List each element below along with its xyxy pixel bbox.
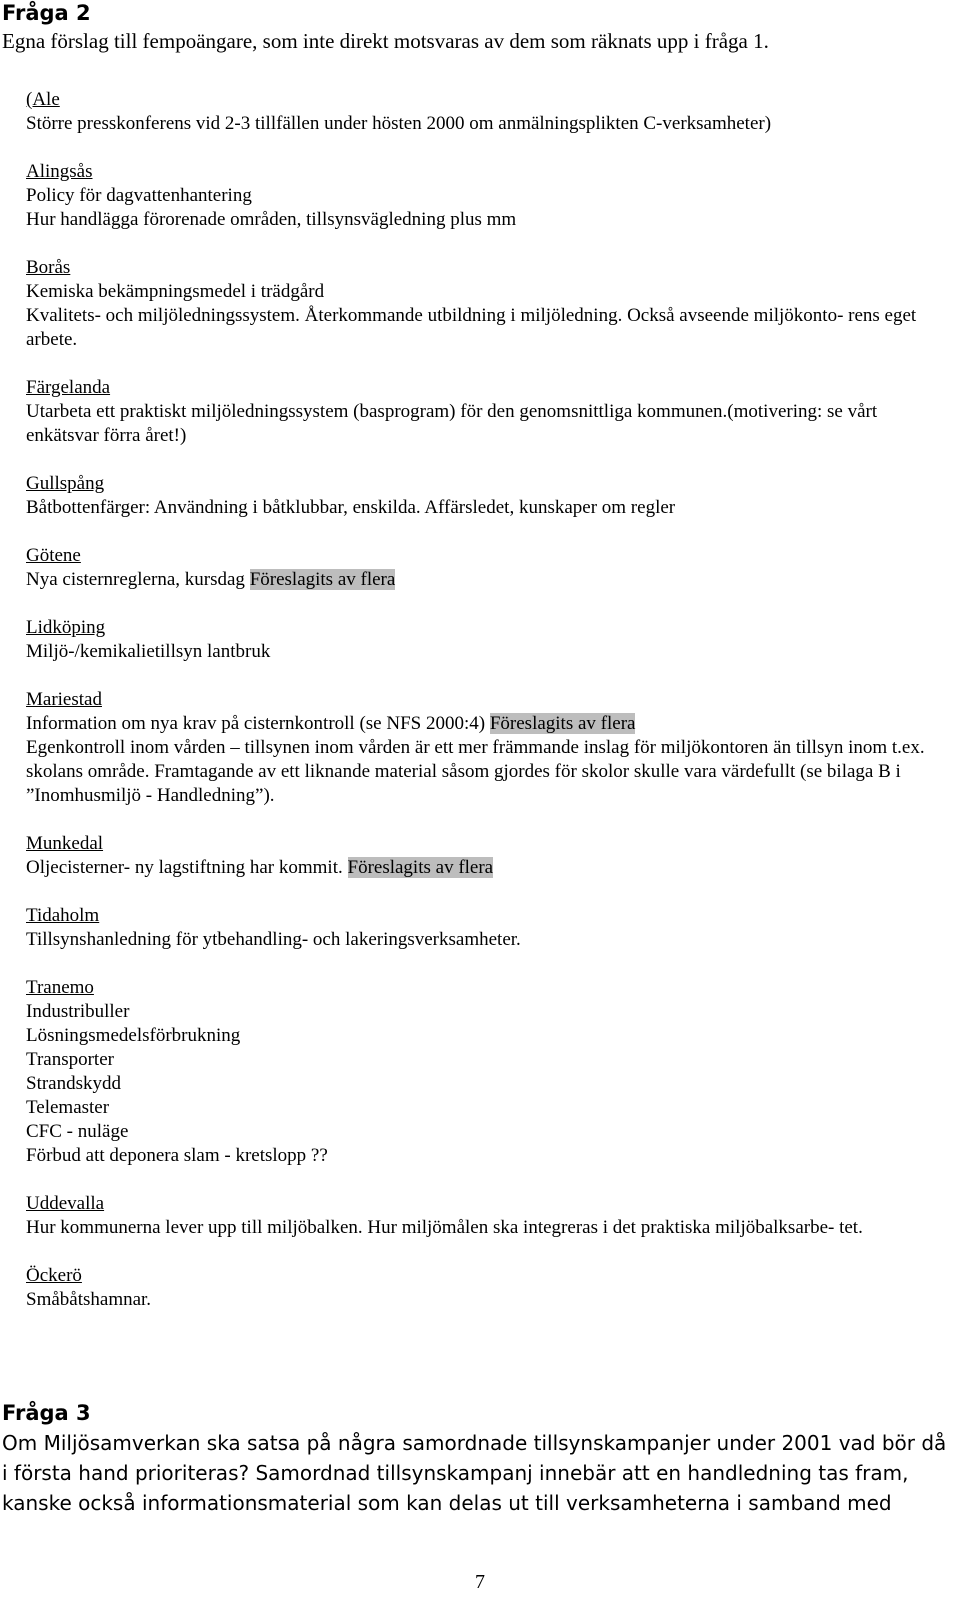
answer-entry — [26, 688, 946, 808]
answer-text: Transporter — [26, 1049, 114, 1070]
municipality-name: Tidaholm — [26, 905, 100, 926]
answer-text: Egenkontroll inom vården – tillsynen inom vården är ett mer främmande inslag för miljökontoren än tillsyn inom t.ex. skolans område. Framtagande av ett liknande material såsom gjordes för skolor skulle vara värdefullt (se bilaga B i ”Inomhusmiljö - Handledning”). — [26, 737, 925, 806]
answer-entry — [26, 832, 946, 880]
answer-entry — [26, 472, 946, 520]
answer-text: Oljecisterner- ny lagstiftning har kommit. — [26, 857, 348, 878]
answer-line — [26, 1024, 946, 1048]
answer-text: Telemaster — [26, 1097, 110, 1118]
answer-entry — [26, 160, 946, 232]
answer-line — [26, 1144, 946, 1168]
answer-line — [26, 928, 946, 952]
answer-text: Hur kommunerna lever upp till miljöbalken. Hur miljömålen ska integreras i det praktiska miljöbalksarbe- tet. — [26, 1217, 863, 1238]
answer-text: Båtbottenfärger: Användning i båtklubbar, enskilda. Affärsledet, kunskaper om regler — [26, 497, 676, 518]
municipality-name: Lidköping — [26, 617, 106, 638]
municipality-name: Mariestad — [26, 689, 102, 710]
answer-line — [26, 1216, 946, 1240]
answer-text: Utarbeta ett praktiskt miljöledningssystem (basprogram) för den genomsnittliga kommunen.(motivering: se vårt enkätsvar förra året!) — [26, 401, 878, 446]
answer-line — [26, 640, 946, 664]
question-2-text: Egna förslag till fempoängare, som inte direkt motsvaras av dem som räknats upp i fråga 1. — [2, 29, 769, 53]
highlight-note: Föreslagits av flera — [347, 857, 494, 878]
answer-entry — [26, 376, 946, 448]
answer-text: Lösningsmedelsförbrukning — [26, 1025, 241, 1046]
municipality-name: Gullspång — [26, 473, 105, 494]
answer-text: Större presskonferens vid 2-3 tillfällen under hösten 2000 om anmälningsplikten C-verksamheter) — [26, 113, 772, 134]
answer-text: Nya cisternreglerna, kursdag — [26, 569, 250, 590]
answer-entry — [26, 976, 946, 1168]
answer-text: Kemiska bekämpningsmedel i trädgård — [26, 281, 325, 302]
answer-entry — [26, 88, 946, 136]
answer-entry — [26, 904, 946, 952]
municipality-name: Götene — [26, 545, 81, 566]
question-3-text: Om Miljösamverkan ska satsa på några samordnade tillsynskampanjer under 2001 vad bör då i första hand prioriteras? Samordnad tillsynskampanj innebär att en handledning tas fram, kanske också informationsmaterial som kan delas ut till verksamheterna i samband med — [2, 1431, 947, 1515]
answer-line — [26, 736, 946, 808]
answer-list — [26, 88, 946, 1336]
question-3-title: Fråga 3 — [2, 1401, 91, 1425]
answer-text: Information om nya krav på cisternkontroll (se NFS 2000:4) — [26, 713, 490, 734]
municipality-name: Uddevalla — [26, 1193, 105, 1214]
question-2-title: Fråga 2 — [2, 1, 91, 25]
answer-entry — [26, 256, 946, 352]
answer-text: CFC - nuläge — [26, 1121, 129, 1142]
answer-line — [26, 304, 946, 352]
answer-entry — [26, 616, 946, 664]
answer-text: Strandskydd — [26, 1073, 121, 1094]
answer-line — [26, 712, 946, 736]
highlight-note: Föreslagits av flera — [249, 569, 396, 590]
answer-line — [26, 1000, 946, 1024]
answer-line — [26, 1048, 946, 1072]
answer-entry — [26, 544, 946, 592]
answer-line — [26, 568, 946, 592]
answer-line — [26, 280, 946, 304]
answer-line — [26, 856, 946, 880]
answer-text: Förbud att deponera slam - kretslopp ?? — [26, 1145, 328, 1166]
answer-text: Kvalitets- och miljöledningssystem. Återkommande utbildning i miljöledning. Också avseende miljökonto- rens eget arbete. — [26, 305, 917, 350]
municipality-name: (Ale — [26, 89, 60, 110]
answer-line — [26, 1120, 946, 1144]
answer-line — [26, 1072, 946, 1096]
answer-entry — [26, 1264, 946, 1312]
answer-entry — [26, 1192, 946, 1240]
answer-text: Policy för dagvattenhantering — [26, 185, 252, 206]
highlight-note: Föreslagits av flera — [489, 713, 636, 734]
municipality-name: Alingsås — [26, 161, 93, 182]
answer-line — [26, 184, 946, 208]
answer-text: Industribuller — [26, 1001, 130, 1022]
answer-line — [26, 1096, 946, 1120]
answer-text: Hur handlägga förorenade områden, tillsynsvägledning plus mm — [26, 209, 517, 230]
page-number: 7 — [475, 1571, 485, 1593]
municipality-name: Borås — [26, 257, 71, 278]
answer-line — [26, 400, 946, 448]
municipality-name: Öckerö — [26, 1265, 82, 1286]
answer-line — [26, 208, 946, 232]
answer-line — [26, 112, 946, 136]
answer-line — [26, 1288, 946, 1312]
answer-line — [26, 496, 946, 520]
answer-text: Miljö-/kemikalietillsyn lantbruk — [26, 641, 271, 662]
municipality-name: Tranemo — [26, 977, 94, 998]
municipality-name: Färgelanda — [26, 377, 111, 398]
answer-text: Tillsynshanledning för ytbehandling- och lakeringsverksamheter. — [26, 929, 521, 950]
answer-text: Småbåtshamnar. — [26, 1289, 152, 1310]
municipality-name: Munkedal — [26, 833, 104, 854]
